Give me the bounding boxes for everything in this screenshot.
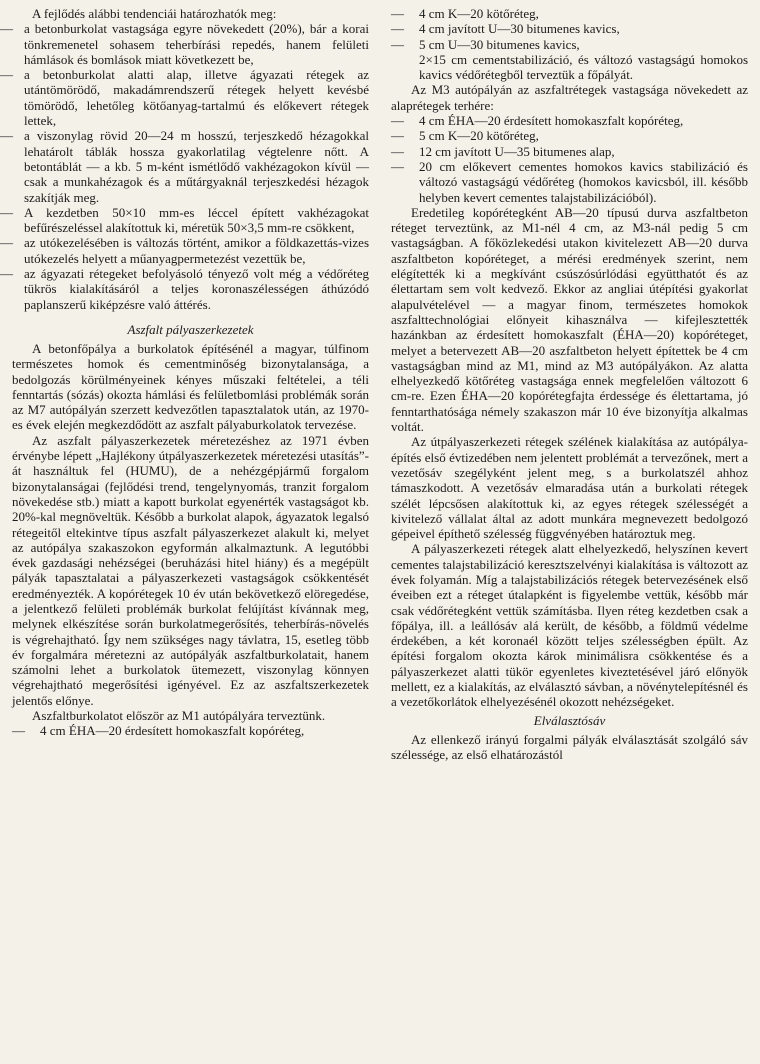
m3-layer-list [391,113,748,205]
section-title-asphalt: Aszfalt pályaszerkezetek [127,321,254,337]
m1-layers-tail: 2×15 cm cementstabilizáció, és változó vastagságú homokos kavics védőrétegből terveztük a főpályát. [419,51,748,83]
list-item: — 4 cm ÉHA—20 érdesített homokaszfalt kopóréteg, [391,113,748,128]
section-title-median: Elválasztósáv [533,712,606,728]
m1-layer-list-start [12,723,369,738]
trends-intro: A fejlődés alábbi tendenciái határozhatók meg: [32,6,277,21]
left-column [12,6,369,1064]
list-item: — az utókezelésében is változás történt, amikor a földkazettás-vizes utókezelés helyett a műanyagpermetezést vezettük be, [12,235,369,266]
list-item: — 4 cm K—20 kötőréteg, [391,6,748,21]
list-item: — 4 cm ÉHA—20 érdesített homokaszfalt kopóréteg, [12,723,369,738]
list-item: — 5 cm U—30 bitumenes kavics, [391,37,748,52]
m3-intro: Az M3 autópályán az aszfaltrétegek vastagsága növekedett az alaprétegek terhére: [391,82,748,113]
paragraph: Eredetileg kopórétegként AB—20 típusú durva aszfaltbeton réteget terveztünk, az M1-nél 4 cm, az M3-nál pedig 5 cm vastagságban. A főközlekedési utakon kivitelezett AB—20 durva aszfaltbeton kopóréteget, a mérési eredmények szerint, nem elégítették ki a megkívánt csúszósúrlódási együtthatót és az élettartam sem volt kedvező. Ekkor az angliai útépítési gyakorlat alapulvételével — a magyar finom, természetes homokok aszfalttechnológiai előnyeit kihasználva — kifejlesztették hazánkban az érdesített homokaszfalt (ÉHA—20) kopóréteget, melyet a betervezett AB—20 aszfaltbeton helyett építettek be 4 cm vastagságban mind az M1, mind az M3 autópályákon. Az alatta elhelyezkedő kötőréteg vastagsága ennek megfelelően változott 6 cm-re. Ezen ÉHA—20 kopórétegfajta érdessége és élettartama, jó fenntarthatósága némely szakaszon már 10 éve bizonyítja alkalmas voltát. [391,204,748,435]
list-item: — a betonburkolat vastagsága egyre növekedett (20%), bár a korai tönkremenetel sohasem teherbírási repedés, hanem felületi hámlások és bomlások miatt következett be, [12,21,369,67]
list-item: — A kezdetben 50×10 mm-es léccel épített vakhézagokat befűrészeléssel alakítottuk ki, méretük 50×3,5 mm-re csökkent, [12,205,369,236]
list-item: — 12 cm javított U—35 bitumenes alap, [391,144,748,159]
paragraph: A pályaszerkezeti rétegek alatt elhelyezkedő, helyszínen kevert cementes talajstabilizáció keresztszelvényi kialakítása is változott az évek folyamán. Míg a talajstabilizációs rétegek betervezésének első éveiben ezt a réteget útalapként is figyelembe vettük, később már csak védőrétegként vettük számításba. Ilyen réteg kezdetben csak a főpálya, ill. a leállósáv alá került, de később, a földmű védelme érdekében, a két koronaél között teljes szélességben épült. Az építési forgalom okozta károk minimálisra csökkentése és a pályaszerkezet alatti tükör egyenletes kiveztetésével járó előnyök mellett, ez a kialakítás, az elválasztó sávban, a növénytelepítésnél és a vezetőkorlátok elhelyezésénél okozott nehézségeket. [391,541,748,710]
paragraph: Az útpályaszerkezeti rétegek szélének kialakítása az autópálya-építés első évtizedében nem jelentett problémát a tervezőnek, mert a vezetősáv szegélyként jelent meg, s a burkolatszél ahhoz támaszkodott. A vezetősáv elmaradása után a burkolati rétegek szélét lépcsősen alakítottuk ki, az egyes rétegek szélességét a kivitelező vállalat által az adott munkára megnevezett bedolgozó gépeivel építhető szélesség függvényében határoztuk meg. [391,434,748,542]
paragraph: A betonfőpálya a burkolatok építésénél a magyar, túlfinom természetes homok és cementminőség bizonytalansága, a bedolgozás körülményeinek kényes műszaki feltételei, a téli fenntartás (sózás) okozta hámlási és felületbomlási problémák során az M7 autópályán szerzett kedvezőtlen tapasztalatok után, az 1970-es évek elején megkezdődött az aszfalt pályaburkolatok tervezése. [12,340,369,433]
m1-layer-list [391,6,748,52]
trends-list [12,21,369,312]
list-item: — a viszonylag rövid 20—24 m hosszú, terjeszkedő hézagokkal lehatárolt táblák hossza gyakorlatilag végtelenre nőtt. A betontáblát — a kb. 5 m-ként ismétlődő vakhézagokon kívül — csak a munkahézagok és a műtárgyaknál terjeszkedési hézagok szakítják meg. [12,128,369,204]
list-item: — 4 cm javított U—30 bitumenes kavics, [391,21,748,36]
list-item: — a betonburkolat alatti alap, illetve ágyazati rétegek az utántömörödő, makadámrendszerű rétegek helyett kevésbé tömörödő, lehetőleg kötőanyag-tartalmú és előkevert rétegek lettek, [12,67,369,128]
right-column [391,6,748,1064]
paragraph: Aszfaltburkolatot először az M1 autópályára terveztünk. [32,708,326,724]
paragraph: Az aszfalt pályaszerkezetek méretezéshez az 1971 évben érvénybe lépett „Hajlékony útpályaszerkezetek méretezési utasítás”-át használtuk fel (HUMU), de a nehézgépjármű forgalom bizonytalanságai (fejlődési trend, tengelynyomás, tranzit forgalom növekedése stb.) miatt a kapott burkolat egyenérték vastagságot kb. 20%-kal megnöveltük. Később a burkolat alapok, ágyazatok legalsó rétegeitől eltekintve típus aszfalt pályaszerkezet alakult ki, melyet az autópálya szakaszokon egyformán alkalmaztunk. A legutóbbi évek gazdasági nehézségei (beruházási hitel hiány) és a megépült pályák tapasztalatai a pályaszerkezeti vastagságok csökkentését eredményezték. A kopórétegek 10 év után bekövetkező elöregedése, a jelentkező felületi problémák burkolat felújítást kívánnak meg, melynek elkészítése során burkolatmegerősítés, teherbírás-növelés is végrehajtható. Így nem szükséges nagy távlatra, 15, esetleg több év forgalmára méretezni az autópályák aszfaltburkolatait, hanem számolni lehet a burkolatok ütemezett, viszonylag könnyen végrehajtható megerősítési igényével. Ez az aszfaltszerkezetek jelentős előnye. [12,432,369,708]
paragraph: Az ellenkező irányú forgalmi pályák elválasztását szolgáló sáv szélessége, az első elhatározástól [391,731,748,762]
list-item: — az ágyazati rétegeket befolyásoló tényező volt még a védőréteg tükrös kialakításáról a teljes koronaszélességen áthúzódó paplanszerű kiképzésre való áttérés. [12,266,369,312]
list-item: — 20 cm előkevert cementes homokos kavics stabilizáció és változó vastagságú védőréteg (homokos kavicsból, ill. később helyben kevert cementes talajstabilizációból). [391,159,748,205]
list-item: — 5 cm K—20 kötőréteg, [391,128,748,143]
